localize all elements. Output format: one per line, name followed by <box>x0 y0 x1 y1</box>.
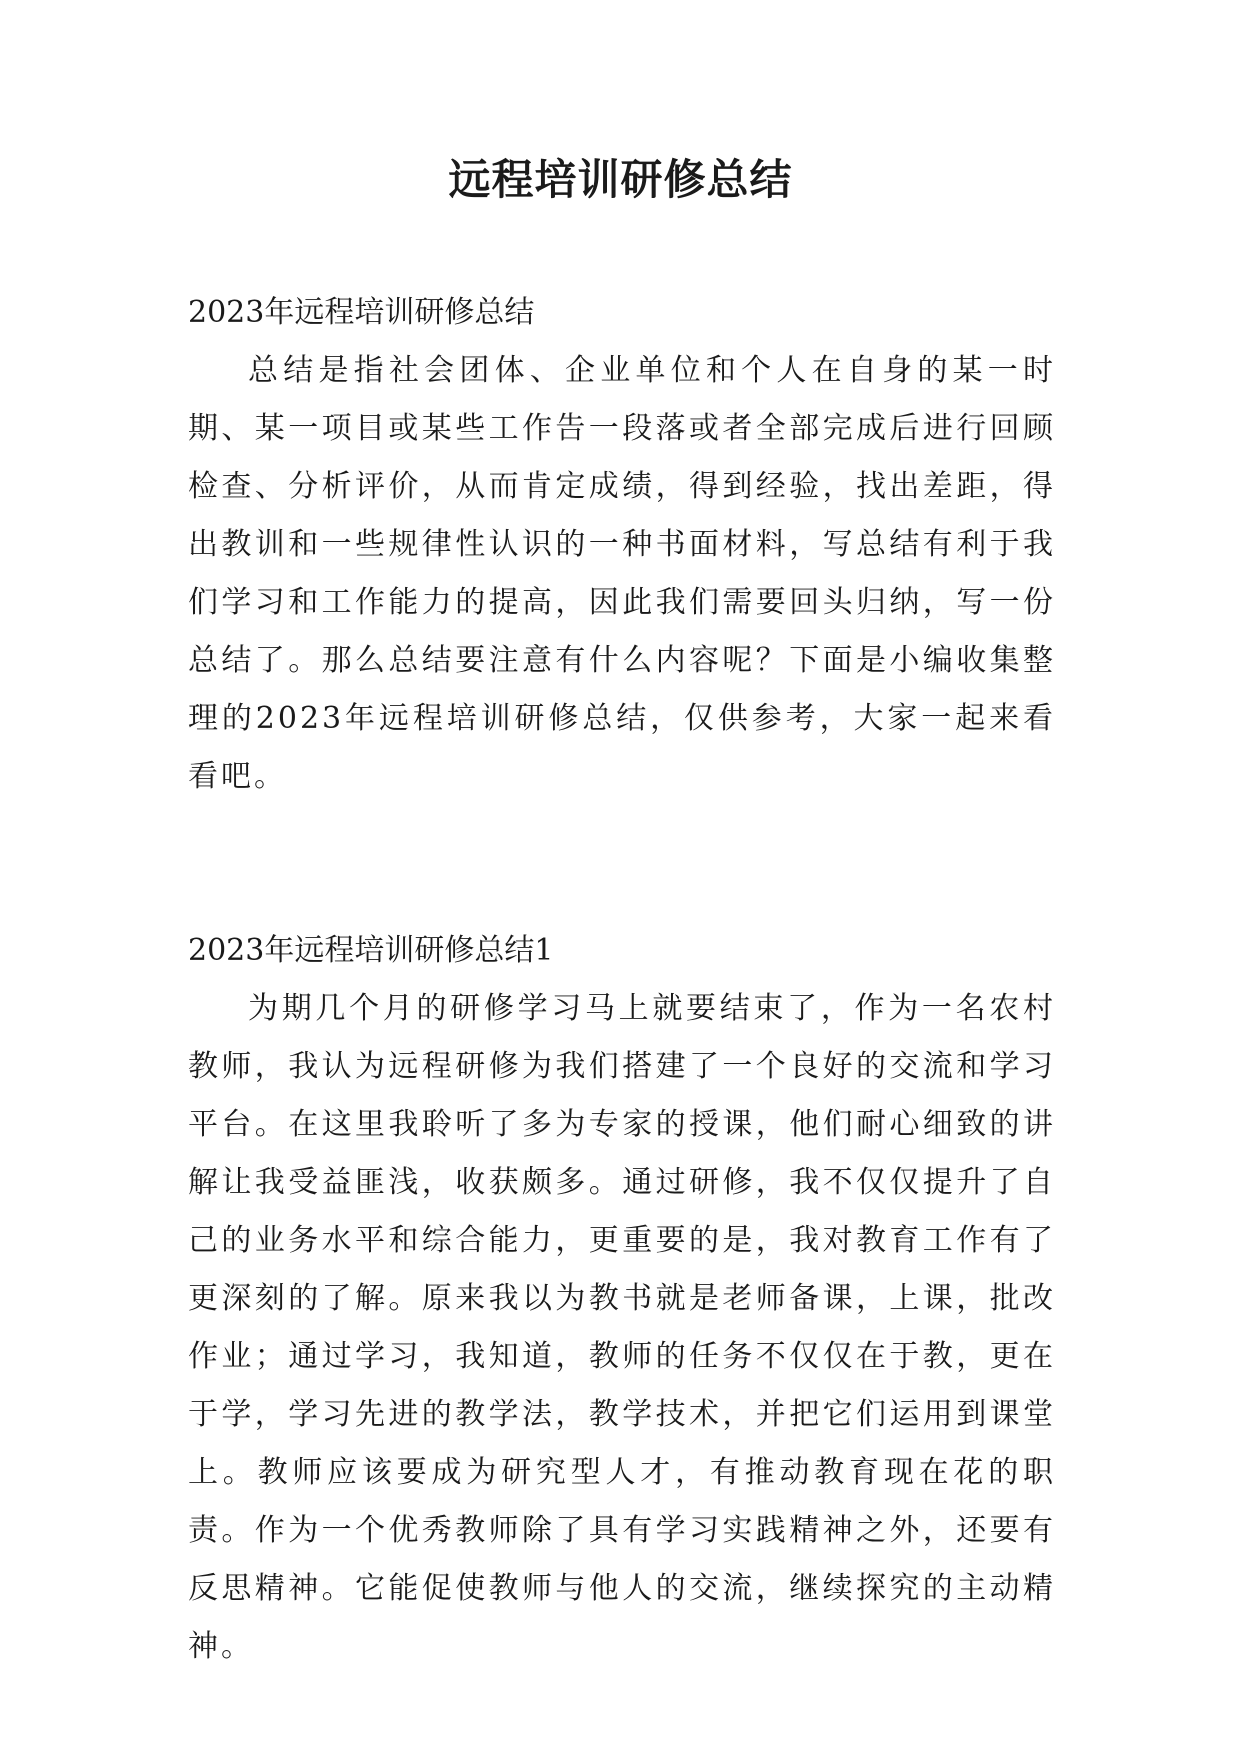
section-paragraph: 为期几个月的研修学习马上就要结束了，作为一名农村教师，我认为远程研修为我们搭建了一个良好的交流和学习平台。在这里我聆听了多为专家的授课，他们耐心细致的讲解让我受益匪浅，收获颇多。通过研修，我不仅仅提升了自己的业务水平和综合能力，更重要的是，我对教育工作有了更深刻的了解。原来我以为教书就是老师备课，上课，批改作业；通过学习，我知道，教师的任务不仅仅在于教，更在于学，学习先进的教学法，教学技术，并把它们运用到课堂上。教师应该要成为研究型人才，有推动教育现在花的职责。作为一个优秀教师除了具有学习实践精神之外，还要有反思精神。它能促使教师与他人的交流，继续探究的主动精神。 <box>188 991 1056 1664</box>
section-intro <box>188 284 1056 806</box>
section-heading: 2023年远程培训研修总结 <box>188 295 535 330</box>
section-paragraph: 总结是指社会团体、企业单位和个人在自身的某一时期、某一项目或某些工作告一段落或者全部完成后进行回顾检查、分析评价，从而肯定成绩，得到经验，找出差距，得出教训和一些规律性认识的一种书面材料，写总结有利于我们学习和工作能力的提高，因此我们需要回头归纳，写一份总结了。那么总结要注意有什么内容呢？下面是小编收集整理的2023年远程培训研修总结，仅供参考，大家一起来看看吧。 <box>188 353 1056 794</box>
section-heading: 2023年远程培训研修总结1 <box>188 933 554 968</box>
section-spacer <box>188 806 1056 922</box>
document-body <box>188 284 1056 1676</box>
document-title: 远程培训研修总结 <box>448 155 793 204</box>
section-summary-1 <box>188 922 1056 1676</box>
